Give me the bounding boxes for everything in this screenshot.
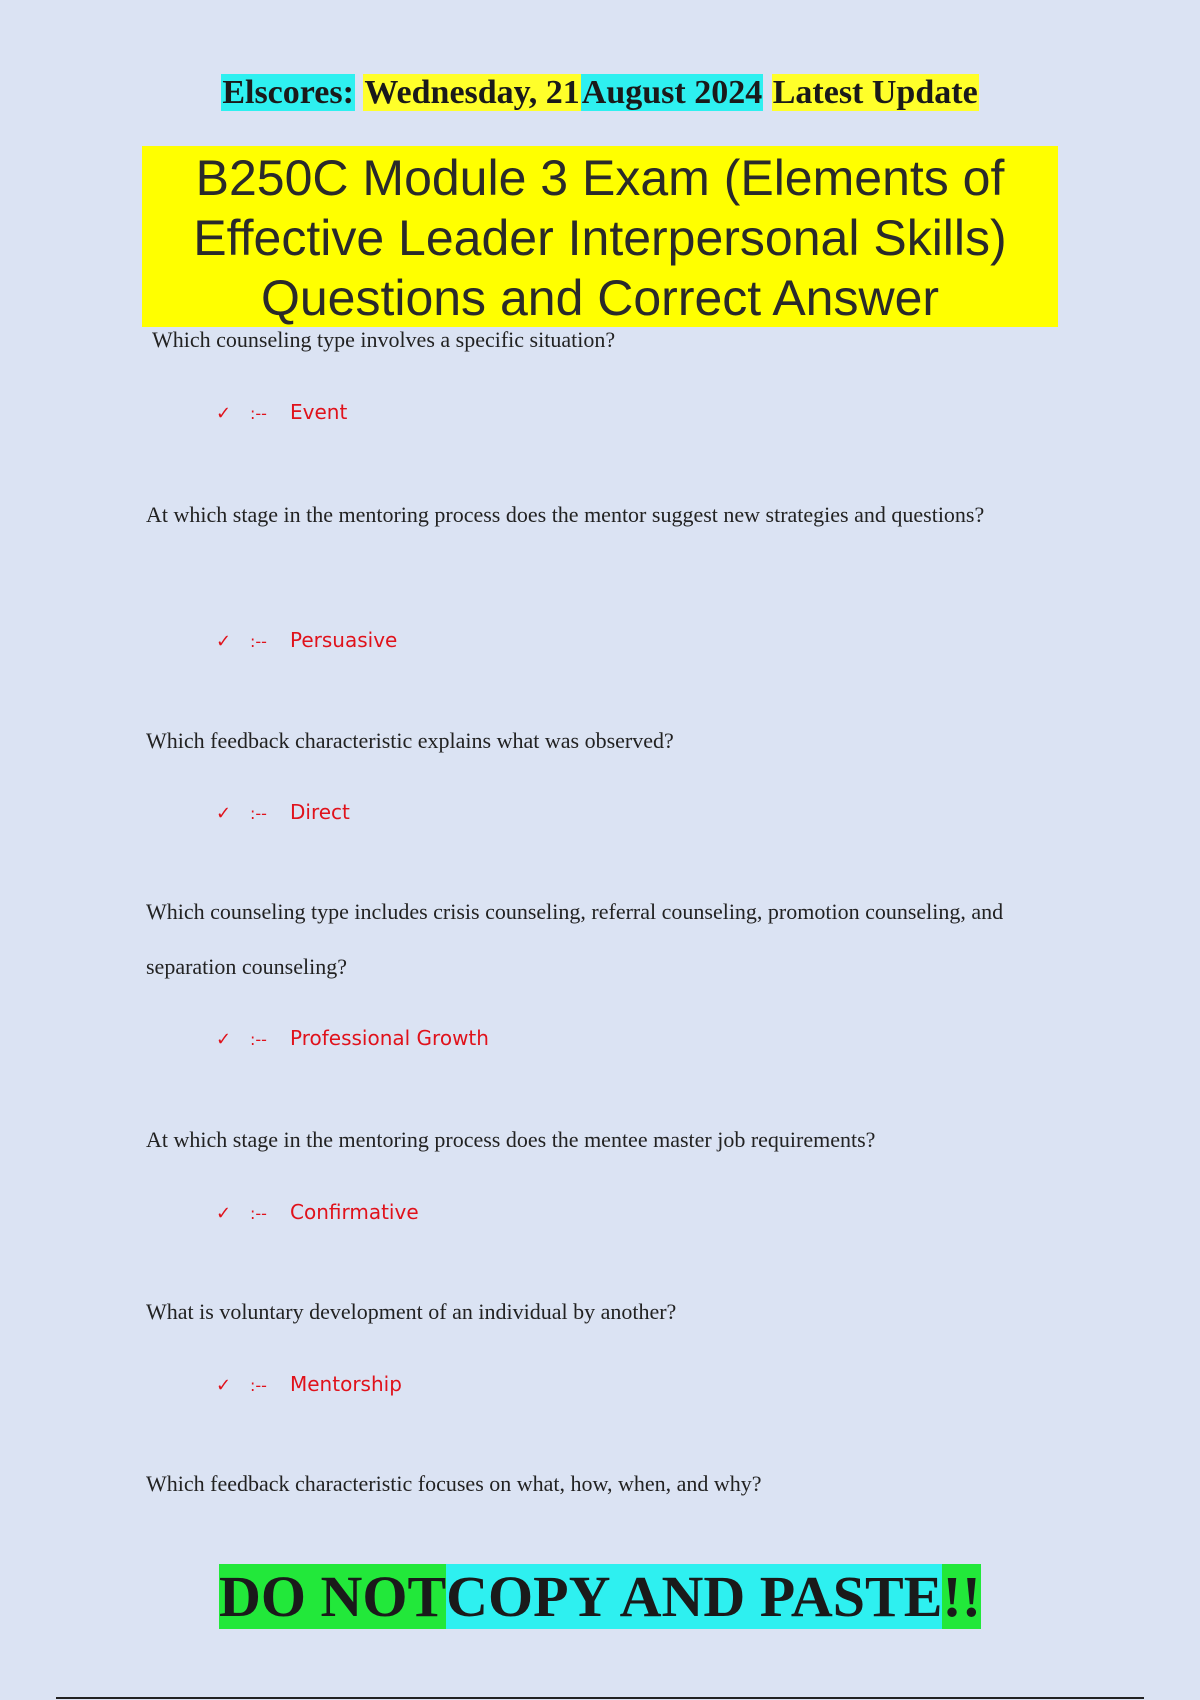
answer-2 — [216, 628, 397, 652]
question-2: At which stage in the mentoring process does the mentor suggest new strategies and questions? — [146, 502, 985, 527]
answer-text: Direct — [290, 800, 350, 824]
question-5: At which stage in the mentoring process does the mentee master job requirements? — [146, 1127, 876, 1152]
question-7: Which feedback characteristic focuses on what, how, when, and why? — [146, 1471, 762, 1496]
footer-warning — [0, 1562, 1200, 1632]
check-icon: ✓ — [216, 1203, 232, 1224]
question-6: What is voluntary development of an individual by another? — [146, 1299, 677, 1324]
answer-separator: :-- — [250, 1030, 267, 1049]
answer-4 — [216, 1026, 489, 1050]
check-icon: ✓ — [216, 403, 232, 424]
answer-1 — [216, 400, 347, 424]
answer-6 — [216, 1372, 402, 1396]
document-title — [142, 146, 1058, 327]
footer-part-3: !! — [942, 1564, 982, 1629]
title-line-3: Questions and Correct Answer — [260, 270, 940, 326]
check-icon: ✓ — [216, 631, 232, 652]
title-line-1: B250C Module 3 Exam (Elements of — [195, 150, 1005, 206]
answer-separator: :-- — [250, 632, 267, 651]
answer-separator: :-- — [250, 1376, 267, 1395]
header-banner — [0, 72, 1200, 114]
answer-separator: :-- — [250, 804, 267, 823]
brand-label: Elscores: — [222, 74, 354, 111]
bottom-divider — [56, 1697, 1144, 1699]
date-part-2: August 2024 — [581, 74, 763, 111]
answer-text: Confirmative — [290, 1200, 419, 1224]
question-1: Which counseling type involves a specific situation? — [152, 327, 616, 352]
footer-part-2: COPY AND PASTE — [446, 1564, 943, 1629]
check-icon: ✓ — [216, 803, 232, 824]
question-4: Which counseling type includes crisis counseling, referral counseling, promotion counseling, and separation counseling? — [146, 899, 1004, 979]
answer-text: Persuasive — [290, 628, 398, 652]
answer-text: Event — [290, 400, 348, 424]
answer-3 — [216, 800, 350, 824]
date-part-1: Wednesday, 21 — [364, 74, 580, 111]
answer-5 — [216, 1200, 419, 1224]
title-line-2: Effective Leader Interpersonal Skills) — [193, 210, 1007, 266]
latest-update-label: Latest Update — [772, 74, 978, 111]
check-icon: ✓ — [216, 1375, 232, 1396]
answer-separator: :-- — [250, 404, 267, 423]
answer-text: Professional Growth — [290, 1026, 489, 1050]
answer-text: Mentorship — [290, 1372, 402, 1396]
question-3: Which feedback characteristic explains what was observed? — [146, 728, 674, 753]
answer-separator: :-- — [250, 1204, 267, 1223]
check-icon: ✓ — [216, 1029, 232, 1050]
footer-part-1: DO NOT — [218, 1564, 447, 1629]
